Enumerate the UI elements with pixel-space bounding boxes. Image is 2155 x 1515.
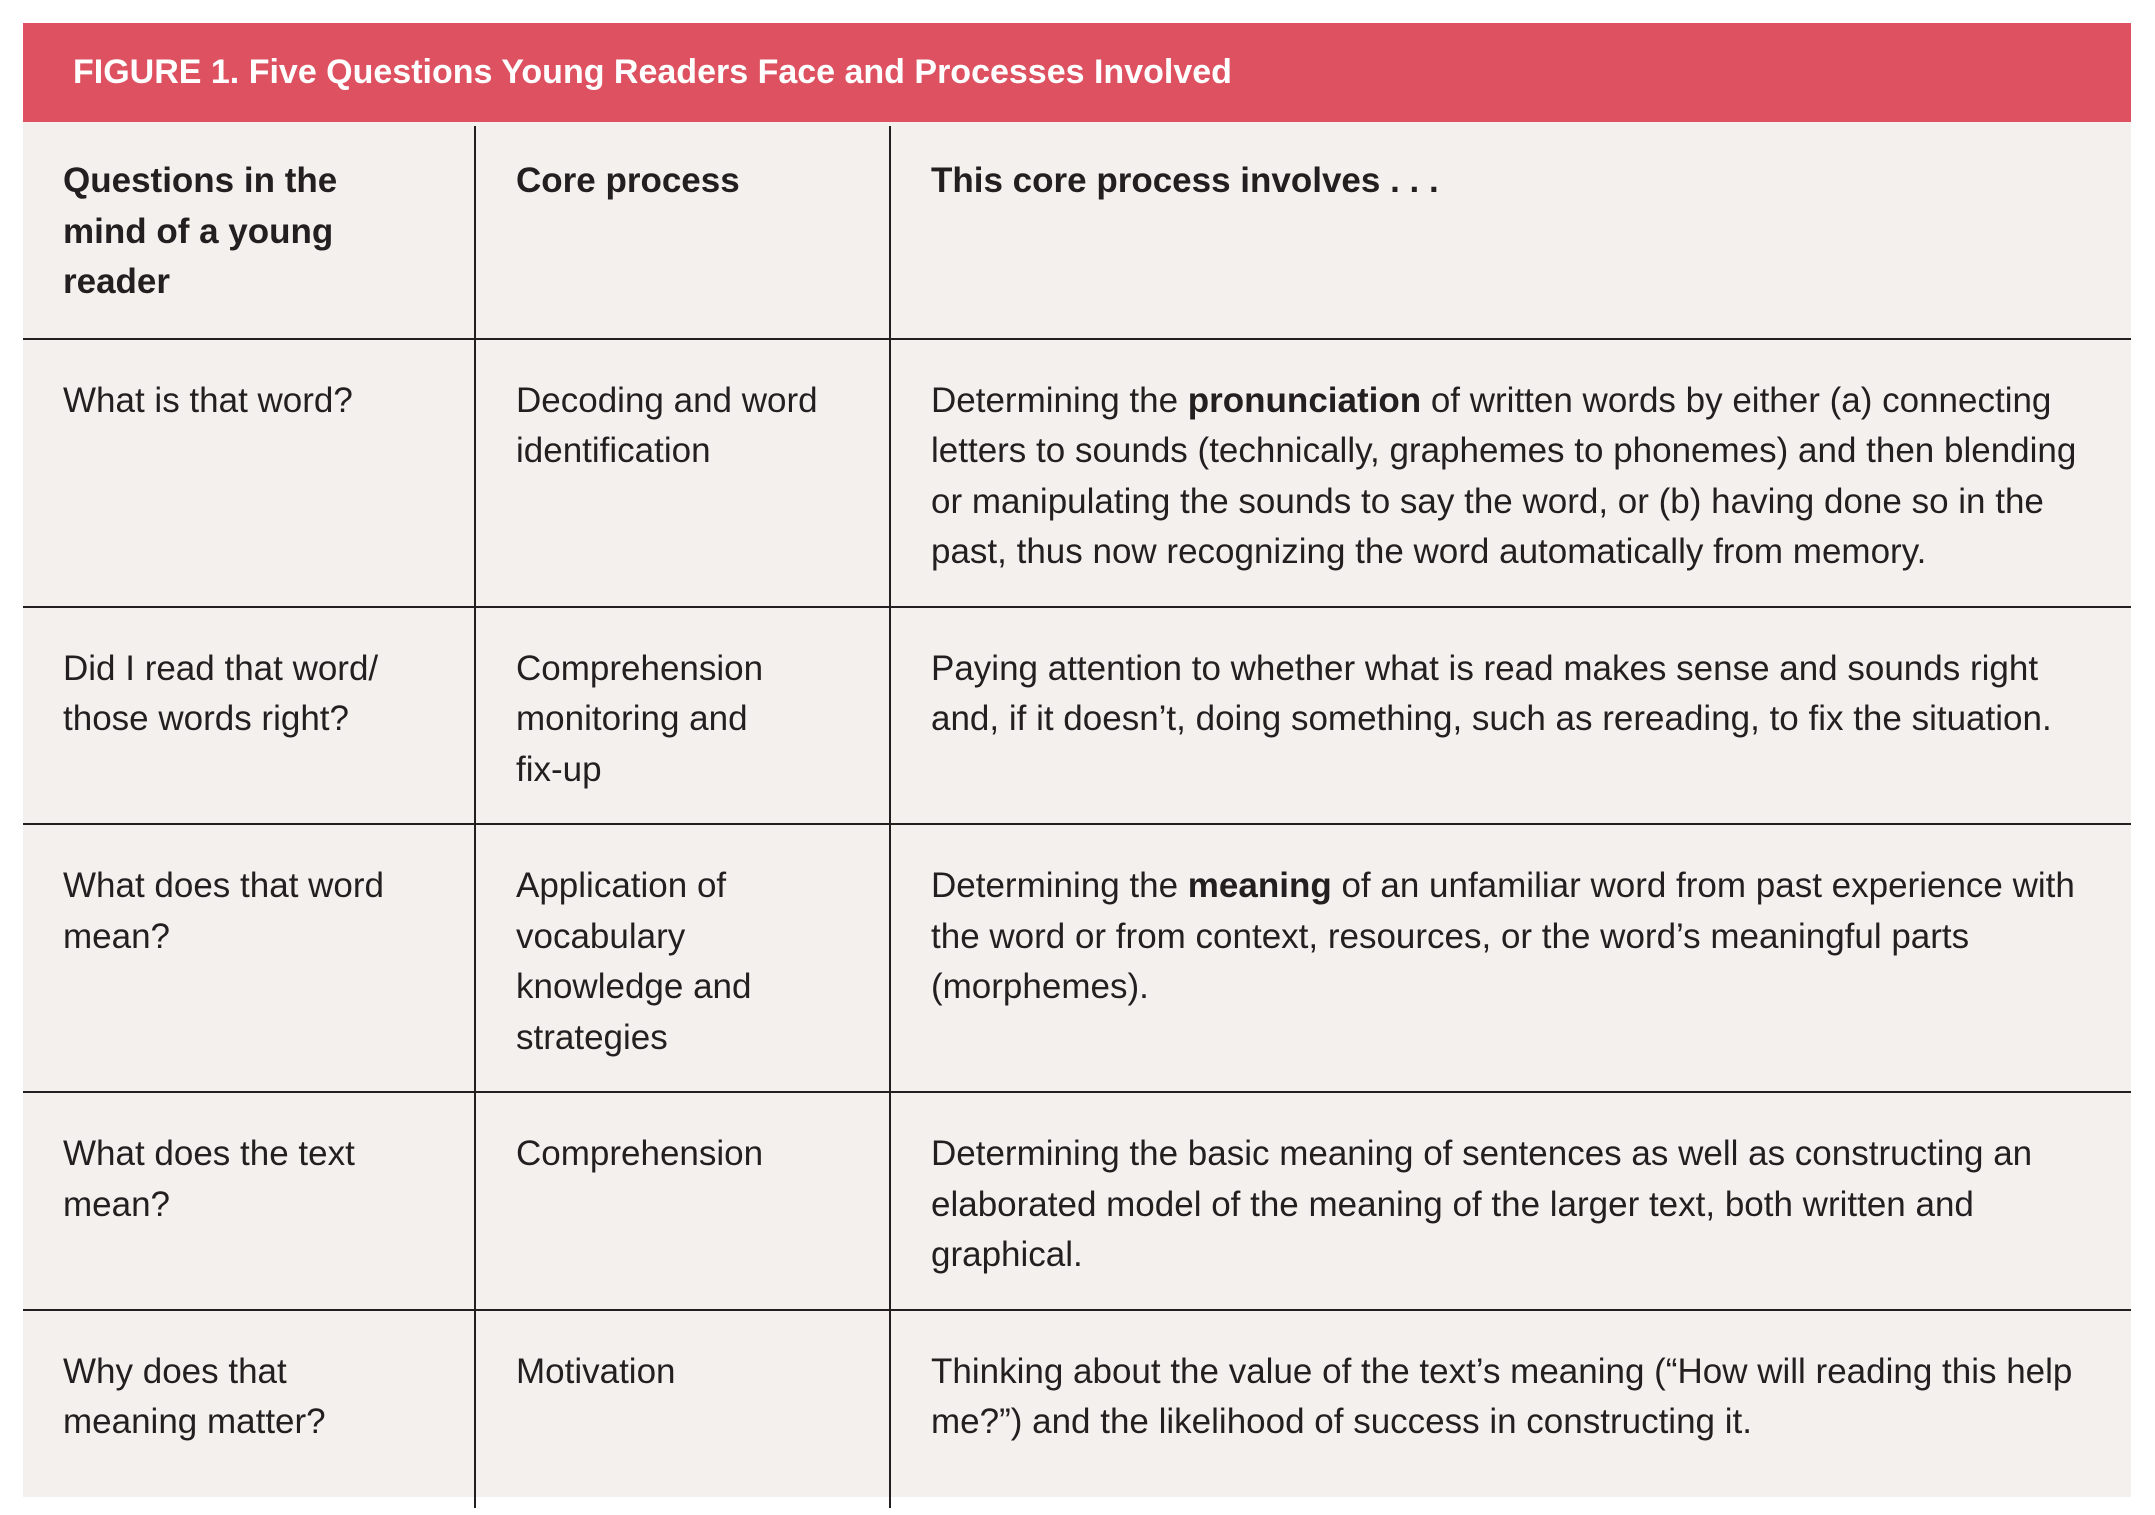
figure-panel (23, 23, 2131, 1497)
description-cell (890, 824, 2131, 1092)
figure-title: FIGURE 1. Five Questions Young Readers Face and Processes Involved (23, 23, 2131, 122)
description-keyword: meaning (1187, 866, 1332, 905)
description-cell (890, 607, 2131, 825)
description-text: Thinking about the value of the text’s meaning (“How will reading this help me?”) and the likelihood of success in constructing it. (931, 1351, 2073, 1441)
table-container (23, 126, 2131, 1508)
table-row (23, 339, 2131, 607)
description-text: Determining the (931, 866, 1188, 905)
question-cell: What does the text mean? (23, 1092, 475, 1310)
description-text: Determining the basic meaning of sentences as well as constructing an elaborated model of the meaning of the larger text, both written and graphical. (931, 1134, 2033, 1274)
question-cell: Did I read that word/ those words right? (23, 607, 475, 825)
description-text: Paying attention to whether what is read makes sense and sounds right and, if it doesn’t, doing something, such as rereading, to fix the situation. (931, 648, 2052, 738)
question-cell: What is that word? (63, 380, 353, 420)
table-row (23, 1310, 2131, 1508)
column-header-involves: This core process involves . . . (890, 126, 2131, 339)
column-header-core-process: Core process (475, 126, 890, 339)
description-cell (890, 1310, 2131, 1508)
column-header-questions: Questions in the mind of a young reader (23, 126, 475, 339)
process-cell: Comprehension monitoring and fix-up (475, 607, 890, 825)
table-row (23, 824, 2131, 1092)
description-cell (890, 339, 2131, 607)
description-text: of written words by either (a) connecting letters to sounds (technically, graphemes to phonemes) and then blending or manipulating the sounds to say the word, or (b) having done so in the past, thus now recognizing the word automatically from memory. (931, 380, 2077, 571)
processes-table (23, 126, 2131, 1508)
table-row (23, 607, 2131, 825)
table-row (23, 1092, 2131, 1310)
description-text: Determining the (931, 380, 1188, 420)
process-cell: Decoding and word identification (475, 339, 890, 607)
question-cell: Why does that meaning matter? (23, 1310, 475, 1508)
process-cell: Motivation (475, 1310, 890, 1508)
description-keyword: pronunciation (1187, 380, 1422, 420)
process-cell: Comprehension (475, 1092, 890, 1310)
process-cell: Application of vocabulary knowledge and strategies (475, 824, 890, 1092)
description-text: of an unfamiliar word from past experience with the word or from context, resources, or the word’s meaningful parts (morphemes). (931, 866, 2075, 1006)
table-header-row (23, 126, 2131, 339)
description-cell (890, 1092, 2131, 1310)
question-cell: What does that word mean? (23, 824, 475, 1092)
